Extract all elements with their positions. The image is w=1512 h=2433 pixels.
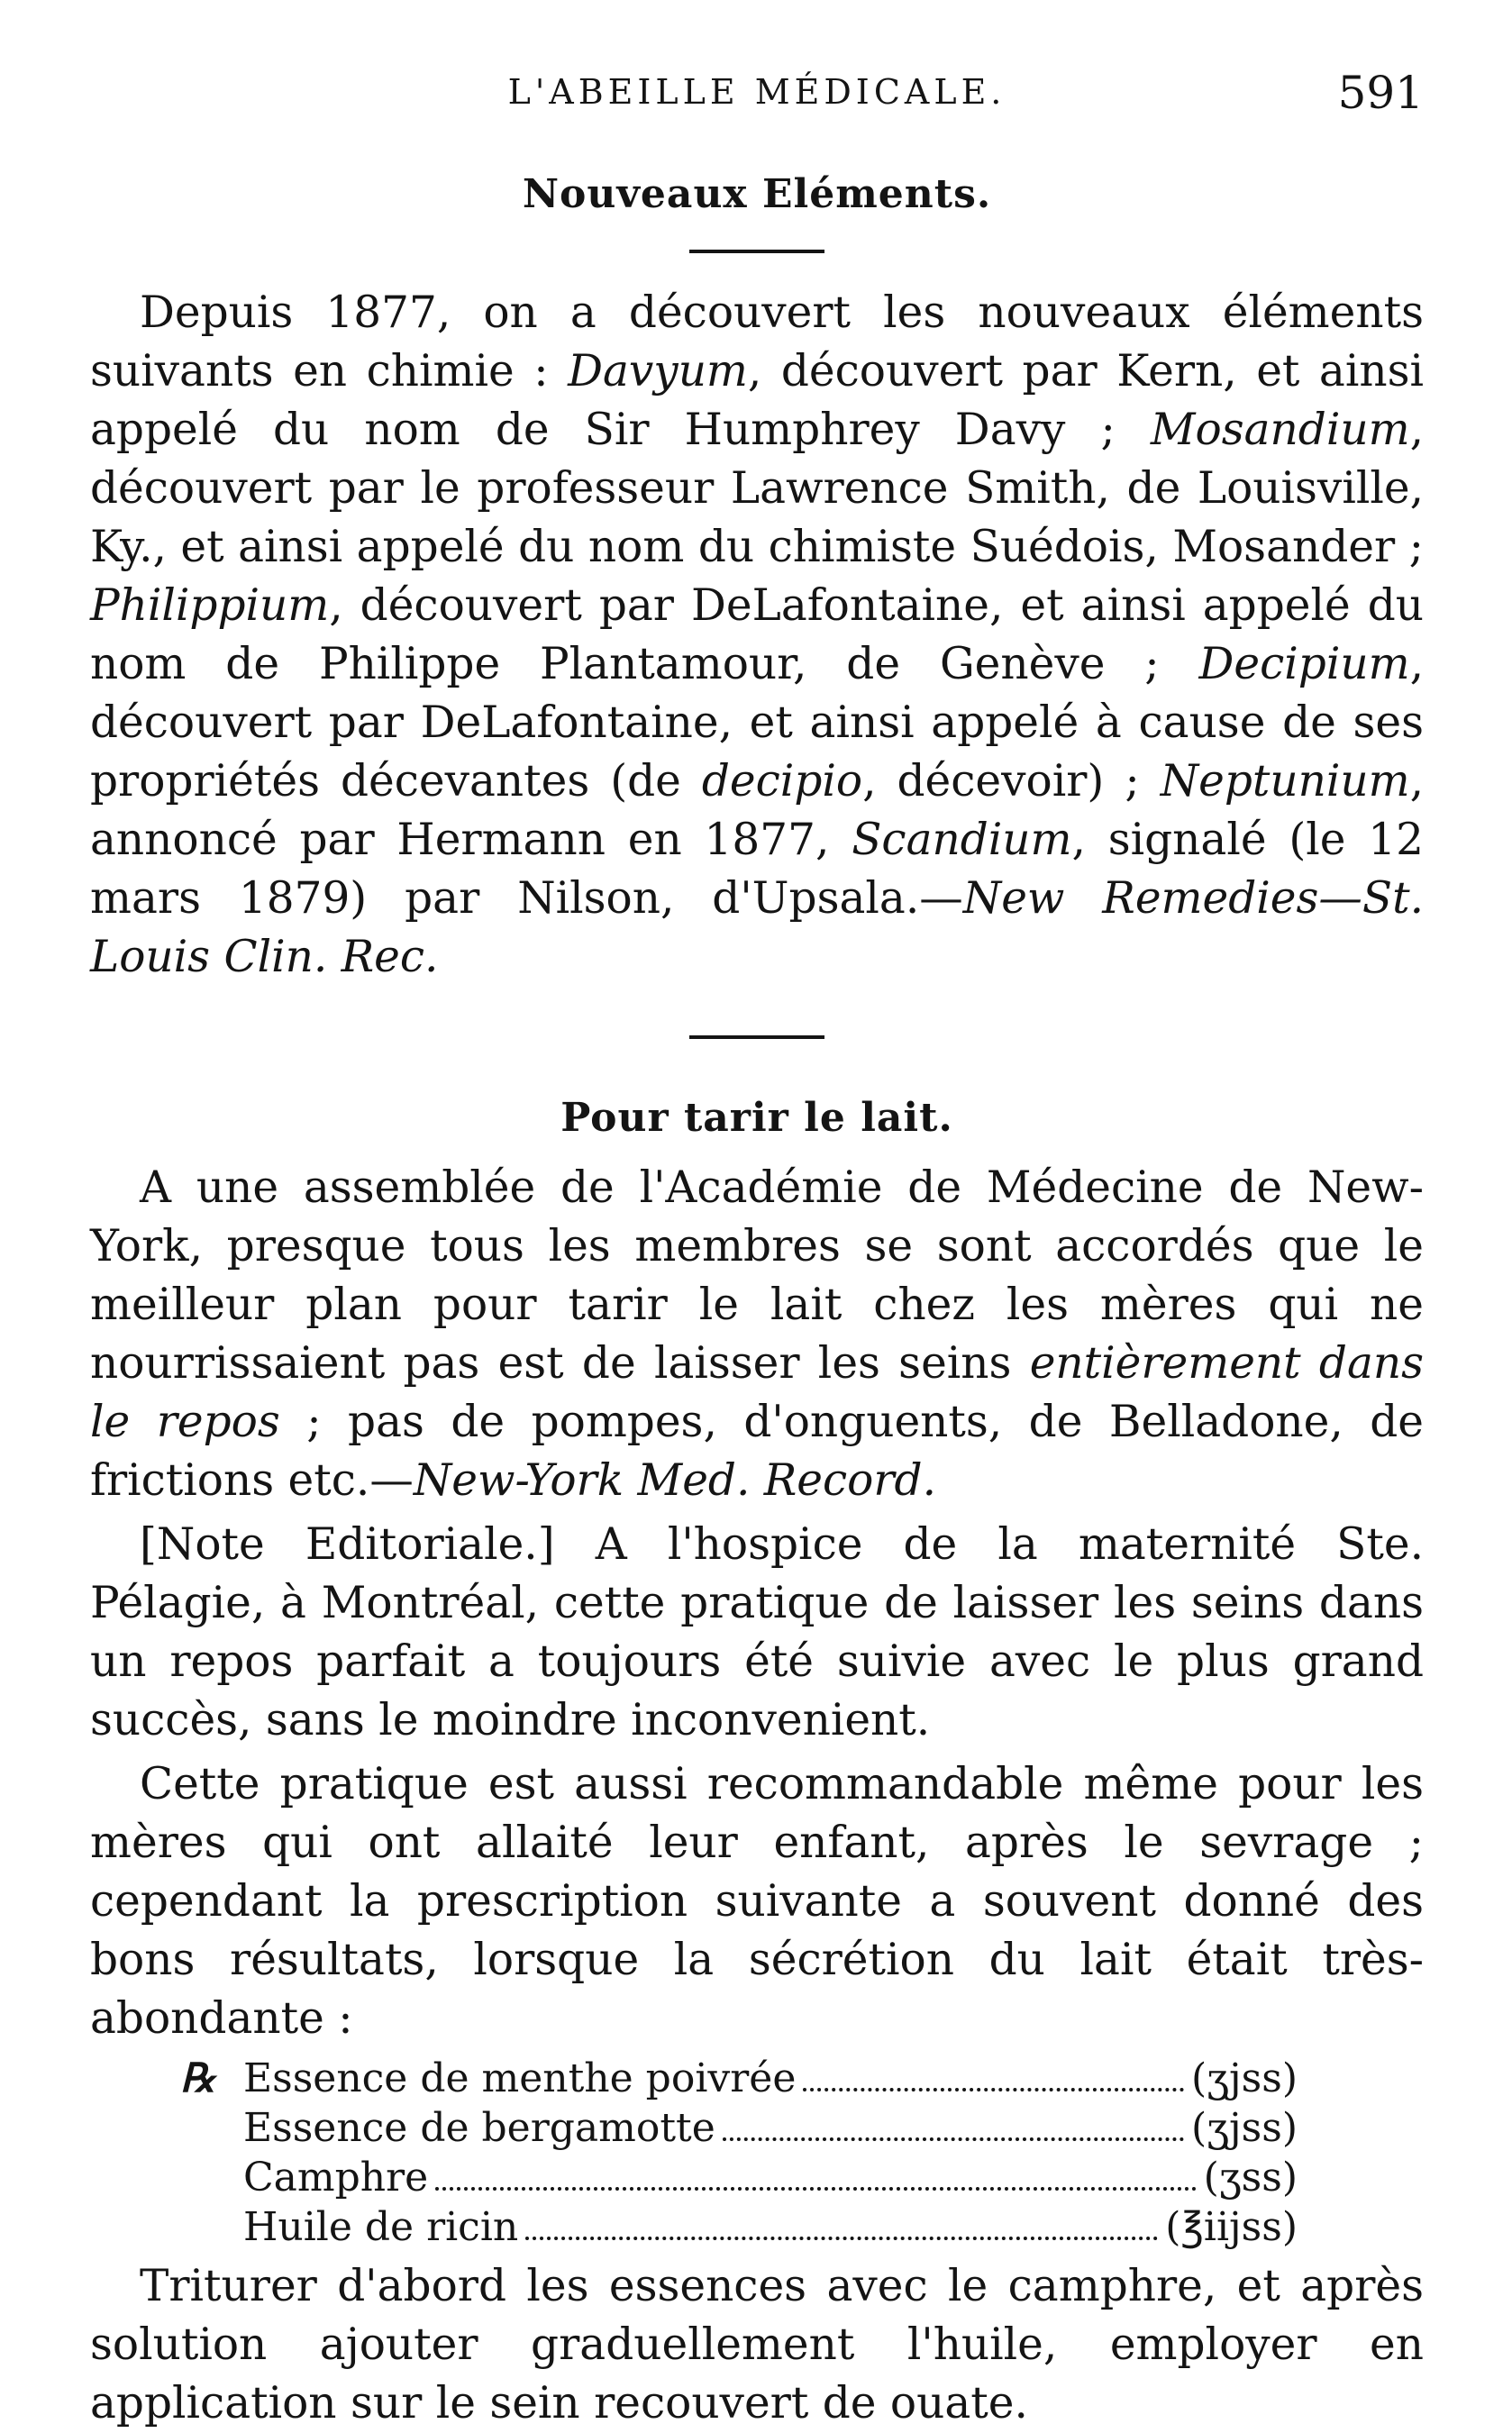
running-title: L'ABEILLE MÉDICALE. bbox=[507, 72, 1006, 112]
text-run: Depuis 1877, on a découvert les nouveaux éléments suivants en chimie : bbox=[90, 287, 1424, 396]
italic-text: New-York Med. Record. bbox=[413, 1455, 937, 1506]
ingredient-name: Camphre bbox=[243, 2155, 429, 2201]
text-run: Cette pratique est aussi recommandable même pour les mères qui ont allaité leur enfant, après le sevrage ; cependant la prescription suivante a souvent donné des bons résultats, lorsque la sécrétion du lait était très-abondante : bbox=[90, 1759, 1424, 2044]
text-run: , découvert par le professeur Lawrence Smith, de Louisville, Ky., et ainsi appelé du nom du chimiste Suédois, Mosander ; bbox=[90, 405, 1424, 572]
italic-text: Davyum bbox=[568, 346, 748, 396]
prescription-line bbox=[180, 2054, 1298, 2103]
article-paragraph bbox=[90, 1755, 1424, 2048]
recipe-symbol: ℞ bbox=[180, 2055, 216, 2101]
title-rule bbox=[689, 250, 824, 253]
text-run: Triturer d'abord les essences avec le camphre, et après solution ajouter graduellement l'huile, employer en application sur le sein recouvert de ouate. bbox=[90, 2261, 1424, 2428]
text-run: ; pas de pompes, d'onguents, de Belladone, de frictions etc.— bbox=[90, 1397, 1424, 1506]
ingredient-dose: (℥iijss) bbox=[1165, 2204, 1298, 2250]
dot-leader bbox=[803, 2088, 1184, 2091]
ingredient-name: Huile de ricin bbox=[243, 2204, 519, 2250]
dot-leader bbox=[723, 2137, 1184, 2141]
italic-text: New Remedies—St. Louis Clin. Rec. bbox=[90, 873, 1425, 982]
text-run: [Note Editoriale.] A l'hospice de la maternité Ste. Pélagie, à Montréal, cette pratique de laisser les seins dans un repos parfait a toujours été suivie avec le plus grand succès, sans le moindre inconvenient. bbox=[90, 1519, 1424, 1745]
article-paragraph bbox=[90, 1159, 1424, 1510]
prescription bbox=[180, 2054, 1298, 2252]
prescription-line bbox=[180, 2103, 1298, 2153]
ingredient-name: Essence de bergamotte bbox=[243, 2105, 715, 2151]
dot-leader bbox=[435, 2187, 1196, 2191]
editorial-note-paragraph bbox=[90, 1516, 1424, 1750]
section-divider bbox=[689, 1035, 824, 1039]
prescription-line bbox=[180, 2202, 1298, 2252]
book-page bbox=[90, 54, 1425, 2428]
italic-text: Mosandium bbox=[1150, 405, 1410, 455]
text-run: , découvert par DeLafontaine, et ainsi appelé à cause de ses propriétés décevantes (de bbox=[90, 639, 1424, 806]
article-title-pour-tarir-le-lait: Pour tarir le lait. bbox=[560, 1095, 953, 1141]
text-run: A une assemblée de l'Académie de Médecine de New-York, presque tous les membres se sont accordés que le meilleur plan pour tarir le lait chez les mères qui ne nourrissaient pas est de laisser les seins bbox=[90, 1162, 1424, 1389]
text-run: , découvert par DeLafontaine, et ainsi appelé du nom de Philippe Plantamour, de Genève ; bbox=[90, 580, 1424, 689]
italic-text: entièrement dans le repos bbox=[90, 1338, 1424, 1447]
ingredient-dose: (ʒjss) bbox=[1191, 2055, 1298, 2101]
dot-leader bbox=[525, 2237, 1158, 2240]
italic-text: Decipium bbox=[1198, 639, 1410, 689]
italic-text: Neptunium bbox=[1160, 756, 1410, 806]
article-paragraph bbox=[90, 284, 1424, 987]
text-run: , découvert par Kern, et ainsi appelé du nom de Sir Humphrey Davy ; bbox=[90, 346, 1424, 455]
prescription-line bbox=[180, 2153, 1298, 2202]
text-run: , décevoir) ; bbox=[862, 756, 1161, 806]
article-title-nouveaux-elements: Nouveaux Eléments. bbox=[522, 171, 992, 217]
article-paragraph bbox=[90, 2257, 1424, 2433]
italic-text: Philippium bbox=[90, 580, 330, 631]
text-run: , annoncé par Hermann en 1877, bbox=[90, 756, 1424, 865]
page-number: 591 bbox=[1337, 67, 1424, 119]
running-head bbox=[90, 54, 1424, 126]
ingredient-dose: (ʒss) bbox=[1203, 2155, 1298, 2201]
text-run: , signalé (le 12 mars 1879) par Nilson, d'Upsala.— bbox=[90, 815, 1424, 924]
italic-text: Scandium bbox=[852, 815, 1072, 865]
italic-text: decipio bbox=[701, 756, 863, 806]
ingredient-dose: (ʒjss) bbox=[1191, 2105, 1298, 2151]
ingredient-name: Essence de menthe poivrée bbox=[243, 2055, 797, 2101]
